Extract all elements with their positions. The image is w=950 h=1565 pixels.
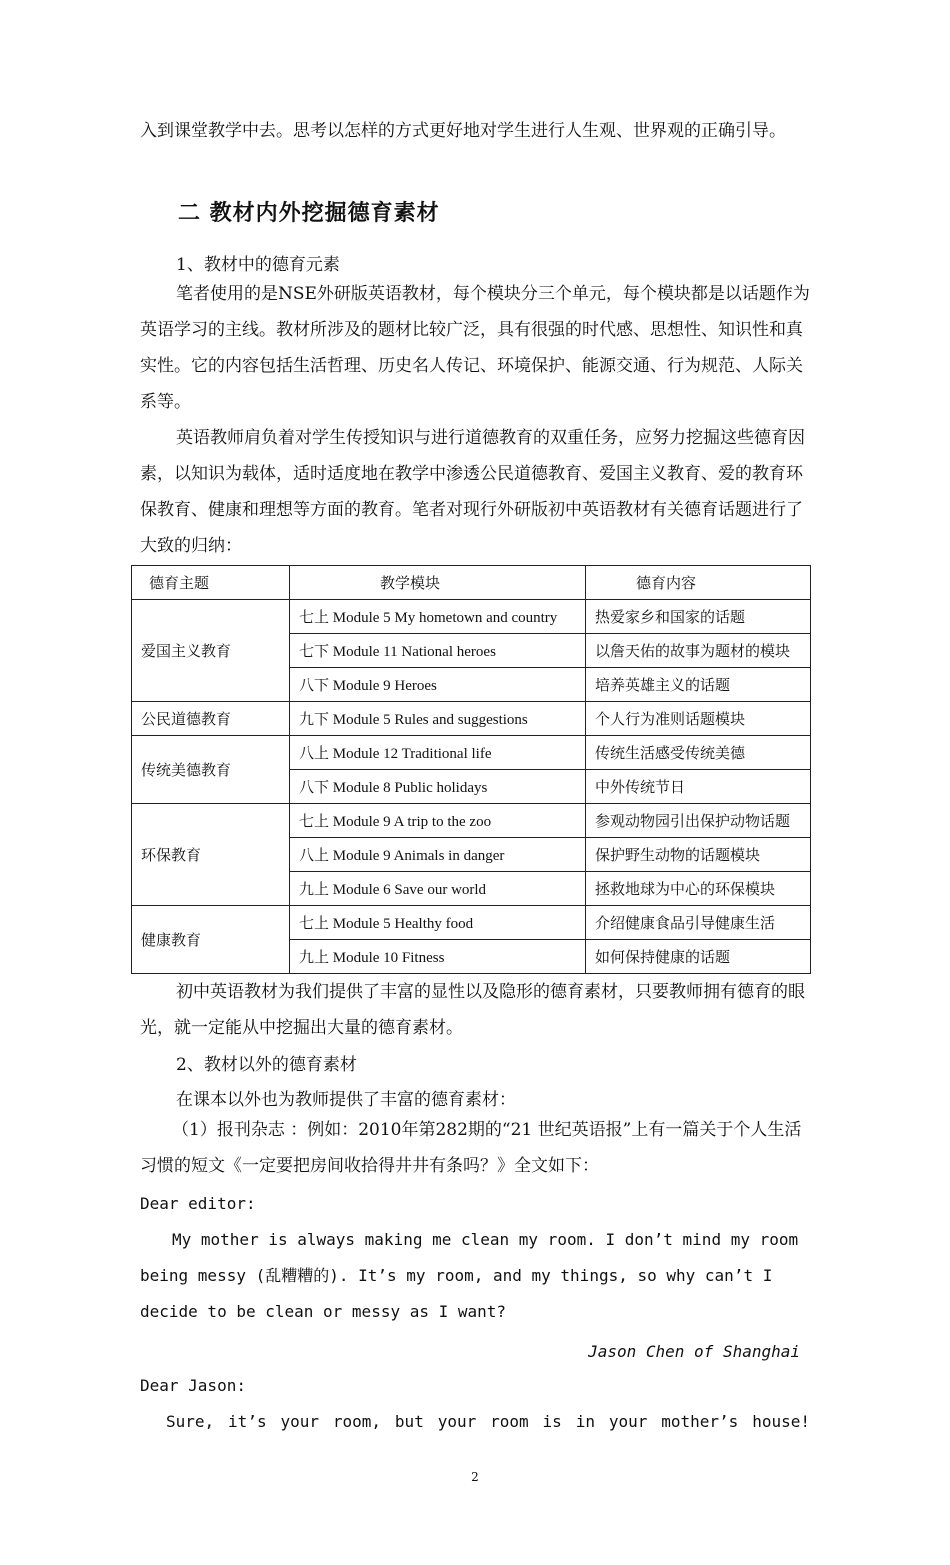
theme-cell: 环保教育 (132, 804, 290, 906)
table-row (132, 906, 811, 940)
page-number: 2 (471, 1470, 479, 1484)
content-cell: 参观动物园引出保护动物话题 (586, 804, 811, 838)
content-cell: 个人行为准则话题模块 (586, 702, 811, 736)
table-header-row (132, 566, 811, 600)
table-row (132, 600, 811, 634)
table-row (132, 736, 811, 770)
subsection-2-intro: 在课本以外也为教师提供了丰富的德育素材： (176, 1090, 516, 1110)
moral-education-table (131, 565, 811, 974)
theme-cell: 公民道德教育 (132, 702, 290, 736)
content-cell: 中外传统节日 (586, 770, 811, 804)
intro-paragraph: 入到课堂教学中去。思考以怎样的方式更好地对学生进行人生观、世界观的正确引导。 (140, 121, 786, 141)
letter-body-question: My mother is always making me clean my room. I don’t mind my room being messy (乱糟糟的). It’s my room, and my things, so why can’t I decide to be clean or messy as I want? (140, 1230, 799, 1321)
content-cell: 如何保持健康的话题 (586, 940, 811, 974)
letter-body-reply: Sure, it’s your room, but your room is in your mother’s house! (166, 1412, 810, 1431)
content-cell: 以詹天佑的故事为题材的模块 (586, 634, 811, 668)
theme-cell: 爱国主义教育 (132, 600, 290, 702)
content-cell: 保护野生动物的话题模块 (586, 838, 811, 872)
content-cell: 传统生活感受传统美德 (586, 736, 811, 770)
paragraph-after-table: 初中英语教材为我们提供了丰富的显性以及隐形的德育素材，只要教师拥有德育的眼光，就一定能从中挖掘出大量的德育素材。 (140, 982, 805, 1038)
module-cell: 七上 Module 5 My hometown and country (290, 600, 586, 634)
subsection-2-title: 2、教材以外的德育素材 (176, 1055, 357, 1075)
letter-salutation-jason: Dear Jason: (140, 1376, 246, 1395)
subsection-1-title: 1、教材中的德育元素 (176, 255, 340, 275)
theme-cell: 传统美德教育 (132, 736, 290, 804)
module-cell: 八下 Module 9 Heroes (290, 668, 586, 702)
content-cell: 热爱家乡和国家的话题 (586, 600, 811, 634)
content-cell: 介绍健康食品引导健康生活 (586, 906, 811, 940)
letter-salutation-editor: Dear editor: (140, 1194, 256, 1213)
theme-cell: 健康教育 (132, 906, 290, 974)
paragraph-teacher-duty: 英语教师肩负着对学生传授知识与进行道德教育的双重任务，应努力挖掘这些德育因素，以知识为载体，适时适度地在教学中渗透公民道德教育、爱国主义教育、爱的教育环保教育、健康和理想等方面的教育。笔者对现行外研版初中英语教材有关德育话题进行了大致的归纳： (140, 428, 805, 556)
table-row (132, 702, 811, 736)
module-cell: 八上 Module 9 Animals in danger (290, 838, 586, 872)
letter-signature: Jason Chen of Shanghai (588, 1342, 800, 1361)
section-heading: 二 教材内外挖掘德育素材 (178, 201, 440, 226)
table-row (132, 804, 811, 838)
header-content: 德育内容 (586, 566, 811, 600)
module-cell: 九上 Module 6 Save our world (290, 872, 586, 906)
module-cell: 八上 Module 12 Traditional life (290, 736, 586, 770)
header-theme: 德育主题 (132, 566, 290, 600)
module-cell: 七下 Module 11 National heroes (290, 634, 586, 668)
content-cell: 培养英雄主义的话题 (586, 668, 811, 702)
module-cell: 七上 Module 5 Healthy food (290, 906, 586, 940)
module-cell: 九下 Module 5 Rules and suggestions (290, 702, 586, 736)
newspaper-item: （1）报刊杂志 ：例如：2010年第282期的“21 世纪英语报”上有一篇关于个人生活习惯的短文《一定要把房间收拾得井井有条吗？》全文如下： (140, 1120, 802, 1176)
header-module: 教学模块 (290, 566, 586, 600)
module-cell: 八下 Module 8 Public holidays (290, 770, 586, 804)
paragraph-textbook: 笔者使用的是NSE外研版英语教材，每个模块分三个单元，每个模块都是以话题作为英语学习的主线。教材所涉及的题材比较广泛，具有很强的时代感、思想性、知识性和真实性。它的内容包括生活哲理、历史名人传记、环境保护、能源交通、行为规范、人际关系等。 (140, 284, 810, 412)
content-cell: 拯救地球为中心的环保模块 (586, 872, 811, 906)
module-cell: 七上 Module 9 A trip to the zoo (290, 804, 586, 838)
module-cell: 九上 Module 10 Fitness (290, 940, 586, 974)
